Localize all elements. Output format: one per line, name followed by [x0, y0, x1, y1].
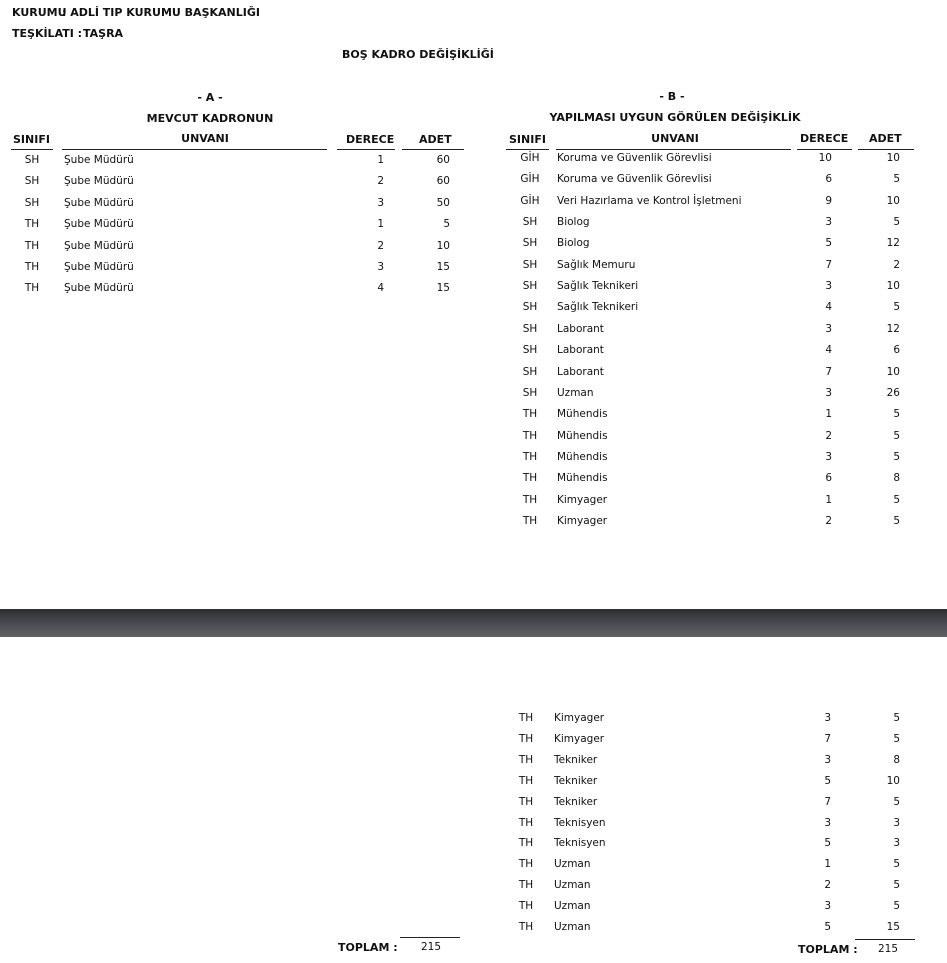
section-b-cont-cell-sinifi: TH: [518, 879, 534, 892]
section-a-cell-sinifi: SH: [24, 175, 40, 188]
section-a-cell-unvani: Şube Müdürü: [64, 196, 134, 209]
section-b-cell-derece: 2: [825, 429, 832, 442]
section-b-cont-cell-derece: 5: [824, 774, 831, 787]
section-b-cont-cell-adet: 3: [893, 816, 900, 829]
rule-b-derece: [797, 149, 852, 150]
section-b-cell-unvani: Laborant: [557, 365, 604, 378]
section-b-cell-derece: 6: [825, 173, 832, 186]
section-b-cell-adet: 12: [886, 322, 900, 335]
section-b-cont-cell-adet: 10: [886, 774, 900, 787]
section-a-cell-adet: 15: [436, 261, 450, 273]
section-a-total-rule: [400, 937, 460, 938]
section-a-cell-adet: 60: [436, 175, 450, 188]
section-b-cell-sinifi: SH: [522, 344, 538, 357]
section-b-cont-cell-derece: 3: [824, 900, 831, 913]
section-a-marker: - A -: [197, 91, 223, 104]
section-b-cont-cell-derece: 5: [824, 921, 831, 933]
kurum-label: KURUMU: [12, 6, 67, 19]
section-b-cell-adet: 5: [893, 514, 900, 527]
section-a-cell-unvani: Şube Müdürü: [64, 239, 134, 252]
section-a-cell-derece: 1: [377, 154, 384, 166]
section-b-cont-cell-derece: 5: [824, 837, 831, 850]
section-b-cell-adet: 10: [886, 194, 900, 207]
section-b-cont-cell-adet: 5: [893, 795, 900, 808]
section-b-cell-unvani: Kimyager: [557, 493, 608, 506]
section-a-cell-derece: 2: [377, 239, 384, 252]
col-b-adet: ADET: [869, 132, 902, 145]
section-b-cont-cell-adet: 15: [886, 921, 900, 933]
col-b-derece: DERECE: [800, 132, 849, 145]
section-b-cell-adet: 5: [893, 493, 900, 506]
section-b-cell-sinifi: SH: [522, 365, 538, 378]
section-b-cont-cell-sinifi: TH: [518, 858, 534, 871]
section-b-cont-cell-unvani: Tekniker: [554, 774, 598, 787]
section-b-cell-adet: 10: [886, 280, 900, 293]
rule-b-adet: [858, 149, 914, 150]
section-b-total-rule: [855, 939, 915, 940]
section-a-cell-sinifi: TH: [24, 239, 40, 252]
section-b-cont-cell-adet: 5: [893, 732, 900, 745]
section-b-cell-adet: 5: [893, 301, 900, 314]
kurum-value: : ADLİ TIP KURUMU BAŞKANLIĞI: [62, 6, 260, 19]
section-b-cont-cell-sinifi: TH: [518, 795, 534, 808]
section-b-cont-cell-adet: 8: [893, 753, 900, 766]
section-a-cell-unvani: Şube Müdürü: [64, 218, 134, 231]
section-a-cell-sinifi: TH: [24, 218, 40, 231]
section-b-cont-cell-adet: 5: [893, 712, 900, 724]
col-a-derece: DERECE: [346, 133, 395, 146]
section-b-cont-cell-sinifi: TH: [518, 837, 534, 850]
section-b-cont-cell-adet: 5: [893, 879, 900, 892]
col-a-adet: ADET: [419, 133, 452, 146]
section-a-cell-derece: 1: [377, 218, 384, 231]
section-b-cell-adet: 10: [886, 152, 900, 164]
section-b-cell-derece: 5: [825, 237, 832, 250]
section-a-cell-adet: 10: [436, 239, 450, 252]
section-b-cont-cell-unvani: Uzman: [554, 858, 591, 871]
section-b-cell-unvani: Mühendis: [557, 472, 608, 485]
section-b-cell-adet: 5: [893, 450, 900, 463]
section-b-cont-cell-derece: 7: [824, 732, 831, 745]
section-b-total-label: TOPLAM :: [798, 943, 858, 956]
section-b-cont-cell-unvani: Teknisyen: [554, 816, 606, 829]
section-b-cell-derece: 7: [825, 365, 832, 378]
section-b-cell-adet: 10: [886, 365, 900, 378]
section-b-cell-sinifi: SH: [522, 258, 538, 271]
section-b-marker: - B -: [659, 90, 685, 103]
section-a-cell-unvani: Şube Müdürü: [64, 282, 134, 295]
section-b-cont-cell-derece: 7: [824, 795, 831, 808]
section-b-cell-sinifi: TH: [522, 472, 538, 485]
section-b-cell-unvani: Laborant: [557, 344, 604, 357]
section-b-cont-cell-sinifi: TH: [518, 921, 534, 933]
section-b-cont-cell-unvani: Teknisyen: [554, 837, 606, 850]
document-title: BOŞ KADRO DEĞİŞİKLİĞİ: [342, 48, 494, 61]
section-b-cell-sinifi: SH: [522, 301, 538, 314]
col-b-sinifi: SINIFI: [509, 133, 546, 146]
section-a-cell-sinifi: SH: [24, 154, 40, 166]
section-b-cell-sinifi: SH: [522, 322, 538, 335]
section-b-cont-cell-unvani: Uzman: [554, 921, 591, 933]
section-b-cell-unvani: Mühendis: [557, 450, 608, 463]
teskilat-label: TEŞKİLATI :: [12, 27, 83, 40]
section-b-cell-adet: 26: [886, 386, 900, 399]
section-b-cell-unvani: Uzman: [557, 386, 594, 399]
section-a-cell-derece: 4: [377, 282, 384, 295]
section-b-cell-unvani: Laborant: [557, 322, 604, 335]
page-divider-band: [0, 609, 947, 637]
teskilat-value: TAŞRA: [83, 27, 124, 40]
section-b-cell-derece: 3: [825, 280, 832, 293]
section-a-cell-adet: 60: [436, 154, 450, 166]
rule-a-unvani: [62, 149, 327, 150]
section-a-cell-adet: 50: [436, 196, 450, 209]
section-b-cell-sinifi: SH: [522, 216, 538, 229]
section-b-total-value: 215: [877, 943, 899, 955]
section-b-cell-derece: 10: [818, 152, 832, 164]
section-b-cell-derece: 4: [825, 344, 832, 357]
section-b-cell-unvani: Sağlık Teknikeri: [557, 301, 639, 314]
section-b-cell-unvani: Koruma ve Güvenlik Görevlisi: [557, 173, 712, 186]
section-b-cont-cell-derece: 2: [824, 879, 831, 892]
section-b-cont-cell-sinifi: TH: [518, 816, 534, 829]
section-b-cell-adet: 8: [893, 472, 900, 485]
section-b-cell-sinifi: TH: [522, 408, 538, 421]
section-a-cell-derece: 3: [377, 261, 384, 273]
section-b-cont-cell-derece: 3: [824, 712, 831, 724]
section-b-cell-unvani: Sağlık Teknikeri: [557, 280, 639, 293]
section-b-cell-sinifi: SH: [522, 237, 538, 250]
section-b-cont-cell-adet: 3: [893, 837, 900, 850]
section-b-cell-unvani: Mühendis: [557, 429, 608, 442]
rule-a-derece: [337, 149, 395, 150]
section-b-cont-cell-unvani: Kimyager: [554, 712, 605, 724]
section-b-cont-cell-unvani: Kimyager: [554, 732, 605, 745]
section-b-cell-adet: 6: [893, 344, 900, 357]
section-a-cell-derece: 3: [377, 196, 384, 209]
section-b-cell-adet: 12: [886, 237, 900, 250]
section-b-cell-unvani: Mühendis: [557, 408, 608, 421]
section-b-cell-sinifi: TH: [522, 429, 538, 442]
section-a-cell-adet: 15: [436, 282, 450, 295]
rule-a-sinifi: [11, 149, 53, 150]
section-a-cell-sinifi: TH: [24, 282, 40, 295]
section-b-cont-cell-unvani: Tekniker: [554, 753, 598, 766]
section-a-title: MEVCUT KADRONUN: [146, 112, 274, 125]
section-b-cell-sinifi: TH: [522, 450, 538, 463]
section-a-cell-unvani: Şube Müdürü: [64, 154, 134, 166]
rule-b-sinifi: [506, 149, 549, 150]
section-b-cell-adet: 5: [893, 216, 900, 229]
section-b-cont-cell-derece: 3: [824, 753, 831, 766]
section-b-cont-cell-derece: 1: [824, 858, 831, 871]
section-b-cell-sinifi: SH: [522, 386, 538, 399]
section-a-total-label: TOPLAM :: [338, 941, 398, 954]
section-b-cell-adet: 5: [893, 408, 900, 421]
section-b-cell-derece: 3: [825, 322, 832, 335]
section-b-cont-cell-sinifi: TH: [518, 900, 534, 913]
section-b-cell-sinifi: TH: [522, 493, 538, 506]
section-b-cell-adet: 2: [893, 258, 900, 271]
section-b-cell-adet: 5: [893, 173, 900, 186]
section-a-cell-unvani: Şube Müdürü: [64, 175, 134, 188]
section-b-cont-cell-adet: 5: [893, 858, 900, 871]
section-a-cell-sinifi: TH: [24, 261, 40, 273]
section-b-cont-cell-adet: 5: [893, 900, 900, 913]
section-a-cell-unvani: Şube Müdürü: [64, 261, 134, 273]
section-b-cell-adet: 5: [893, 429, 900, 442]
col-a-unvani: UNVANI: [181, 132, 229, 145]
section-b-cell-unvani: Veri Hazırlama ve Kontrol İşletmeni: [557, 194, 742, 207]
section-b-cell-derece: 9: [825, 194, 832, 207]
section-b-cell-derece: 3: [825, 450, 832, 463]
col-b-unvani: UNVANI: [651, 132, 699, 145]
section-b-cell-sinifi: GİH: [520, 194, 540, 207]
section-b-cell-derece: 2: [825, 514, 832, 527]
section-a-cell-adet: 5: [443, 218, 450, 231]
section-b-cont-cell-unvani: Tekniker: [554, 795, 598, 808]
section-b-cell-unvani: Biolog: [557, 237, 590, 250]
section-b-cell-derece: 1: [825, 408, 832, 421]
section-b-cell-sinifi: GİH: [520, 152, 540, 164]
section-b-cell-derece: 6: [825, 472, 832, 485]
section-b-cell-unvani: Kimyager: [557, 514, 608, 527]
section-b-cell-unvani: Biolog: [557, 216, 590, 229]
section-b-cell-derece: 3: [825, 386, 832, 399]
section-b-cont-cell-sinifi: TH: [518, 774, 534, 787]
section-a-cell-sinifi: SH: [24, 196, 40, 209]
section-b-cell-derece: 1: [825, 493, 832, 506]
section-b-cont-cell-sinifi: TH: [518, 732, 534, 745]
section-b-cont-cell-sinifi: TH: [518, 753, 534, 766]
section-b-cont-cell-derece: 3: [824, 816, 831, 829]
section-a-total-value: 215: [420, 941, 442, 953]
col-a-sinifi: SINIFI: [13, 133, 50, 146]
section-b-cell-unvani: Koruma ve Güvenlik Görevlisi: [557, 152, 712, 164]
section-b-cell-unvani: Sağlık Memuru: [557, 258, 636, 271]
section-a-cell-derece: 2: [377, 175, 384, 188]
section-b-cell-sinifi: TH: [522, 514, 538, 527]
section-b-cell-sinifi: GİH: [520, 173, 540, 186]
rule-a-adet: [402, 149, 464, 150]
section-b-cell-derece: 7: [825, 258, 832, 271]
section-b-cont-cell-unvani: Uzman: [554, 879, 591, 892]
section-b-title: YAPILMASI UYGUN GÖRÜLEN DEĞİŞİKLİK: [549, 111, 801, 124]
section-b-cont-cell-sinifi: TH: [518, 712, 534, 724]
section-b-cell-derece: 4: [825, 301, 832, 314]
section-b-cell-derece: 3: [825, 216, 832, 229]
section-b-cont-cell-unvani: Uzman: [554, 900, 591, 913]
section-b-cell-sinifi: SH: [522, 280, 538, 293]
rule-b-unvani: [556, 149, 791, 150]
